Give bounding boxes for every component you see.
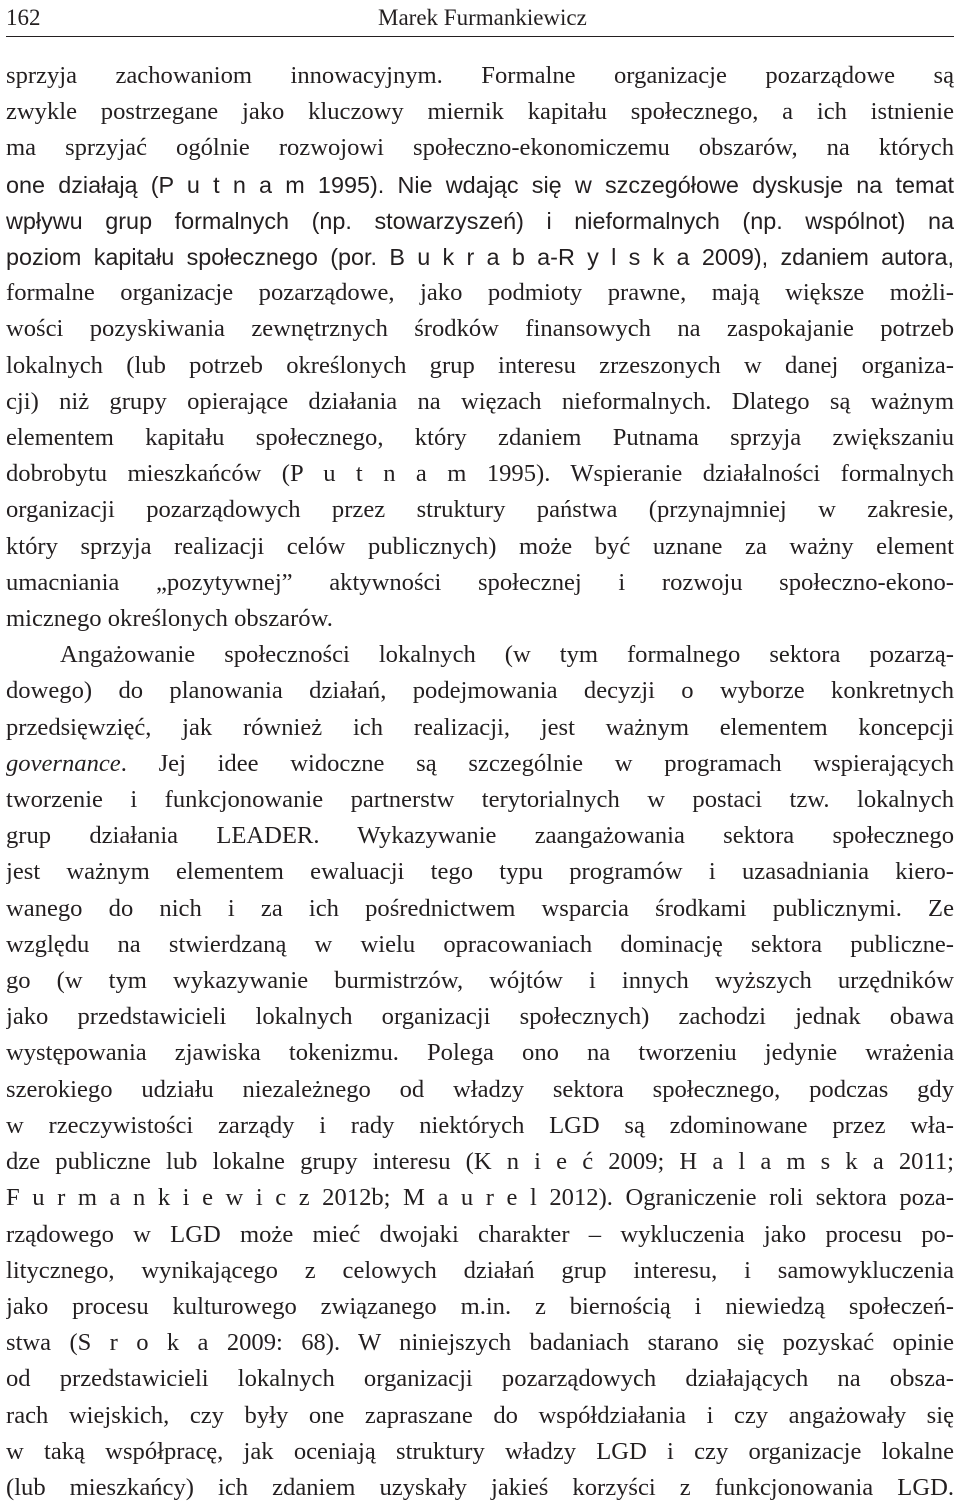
text-line: go (w tym wykazywanie burmistrzów, wójtów i innych wyższych urzędników xyxy=(6,967,954,995)
text-line: względu na stwierdzaną w wielu opracowaniach dominację sektora publiczne- xyxy=(6,930,954,958)
text-line: elementem kapitału społecznego, który zdaniem Putnama sprzyja zwiększaniu xyxy=(6,424,954,452)
text-line: sprzyja zachowaniom innowacyjnym. Formalne organizacje pozarządowe są xyxy=(6,62,954,89)
text-line: jako procesu kulturowego związanego m.in. z biernością i niewiedzą społeczeń- xyxy=(6,1292,954,1320)
text-line: jest ważnym elementem ewaluacji tego typu programów i uzasadniania kiero- xyxy=(6,858,954,886)
text-line: od przedstawicieli lokalnych organizacji pozarządowych działających na obsza- xyxy=(6,1365,954,1393)
text-line: governance. Jej idee widoczne są szczególnie w programach wspierających xyxy=(6,749,954,777)
text-line: litycznego, wynikającego z celowych działań grup interesu, i samowykluczenia xyxy=(6,1256,954,1284)
text-line: w rzeczywistości zarządy i rady niektórych LGD są zdominowane przez wła- xyxy=(6,1111,954,1139)
text-line: formalne organizacje pozarządowe, jako podmioty prawne, mają większe możli- xyxy=(6,279,954,307)
text-line: micznego określonych obszarów. xyxy=(6,605,333,633)
running-head: Marek Furmankiewicz xyxy=(378,5,587,30)
text-line: F u r m a n k i e w i c z 2012b; M a u r e l 2012). Ograniczenie roli sektora poza- xyxy=(6,1184,954,1212)
text-line: ma sprzyjać ogólnie rozwojowi społeczno-ekonomiczemu obszarów, na których xyxy=(6,134,954,162)
text-line: wości pozyskiwania zewnętrznych środków finansowych na zaspokajanie potrzeb xyxy=(6,315,954,343)
italic-term: governance xyxy=(6,749,121,777)
text-line: dze publiczne lub lokalne grupy interesu (K n i e ć 2009; H a l a m s k a 2011; xyxy=(6,1148,954,1176)
text-line: zwykle postrzegane jako kluczowy miernik kapitału społecznego, a ich istnienie xyxy=(6,98,954,126)
text-line: organizacji pozarządowych przez struktury państwa (przynajmniej w zakresie, xyxy=(6,496,954,524)
page-number: 162 xyxy=(6,5,41,30)
text-line: występowania zjawiska tokenizmu. Polega ono na tworzeniu jedynie wrażenia xyxy=(6,1039,954,1067)
text-line: jako przedstawicieli lokalnych organizacji społecznych) zachodzi jednak obawa xyxy=(6,1003,954,1031)
text-line: przedsięwzięć, jak również ich realizacji, jest ważnym elementem koncepcji xyxy=(6,713,954,741)
text-line: dobrobytu mieszkańców (P u t n a m 1995). Wspieranie działalności formalnych xyxy=(6,460,954,488)
body-text xyxy=(6,58,954,1506)
text-line: stwa (S r o k a 2009: 68). W niniejszych badaniach starano się pozyskać opinie xyxy=(6,1329,954,1357)
text-line: umacniania „pozytywnej” aktywności społecznej i rozwoju społeczno-ekono- xyxy=(6,568,954,596)
text-line: dowego) do planowania działań, podejmowania decyzji o wyborze konkretnych xyxy=(6,677,954,705)
text-line: wpływu grup formalnych (np. stowarzyszeń) i nieformalnych (np. wspólnot) na xyxy=(6,207,954,234)
text-line: lokalnych (lub potrzeb określonych grup interesu zrzeszonych w danej organiza- xyxy=(6,351,954,379)
text-line: (lub mieszkańcy) ich zdaniem uzyskały jakieś korzyści z funkcjonowania LGD. xyxy=(6,1473,954,1501)
text-line: rządowego w LGD może mieć dwojaki charakter – wykluczenia jako procesu po- xyxy=(6,1220,954,1248)
text-line: wanego do nich i za ich pośrednictwem wsparcia środkami publicznymi. Ze xyxy=(6,894,954,922)
text-line: szerokiego udziału niezależnego od władzy sektora społecznego, podczas gdy xyxy=(6,1075,954,1103)
text-line: w taką współpracę, jak oceniają struktury władzy LGD i czy organizacje lokalne xyxy=(6,1437,954,1465)
text-line: grup działania LEADER. Wykazywanie zaangażowania sektora społecznego xyxy=(6,822,954,850)
text-line: tworzenie i funkcjonowanie partnerstw terytorialnych w postaci tzw. lokalnych xyxy=(6,786,954,814)
text-line: Angażowanie społeczności lokalnych (w tym formalnego sektora pozarzą- xyxy=(60,641,954,669)
text-line: który sprzyja realizacji celów publicznych) może być uznane za ważny element xyxy=(6,532,954,560)
text-line: cji) niż grupy opierające działania na więzach nieformalnych. Dlatego są ważnym xyxy=(6,387,954,415)
text-line: one działają (P u t n a m 1995). Nie wdając się w szczegółowe dyskusje na temat xyxy=(6,171,954,198)
page-header xyxy=(6,0,954,37)
text-line: rach wiejskich, czy były one zapraszane do współdziałania i czy angażowały się xyxy=(6,1401,954,1429)
text-line: poziom kapitału społecznego (por. B u k r a b a-R y l s k a 2009), zdaniem autora, xyxy=(6,244,954,271)
